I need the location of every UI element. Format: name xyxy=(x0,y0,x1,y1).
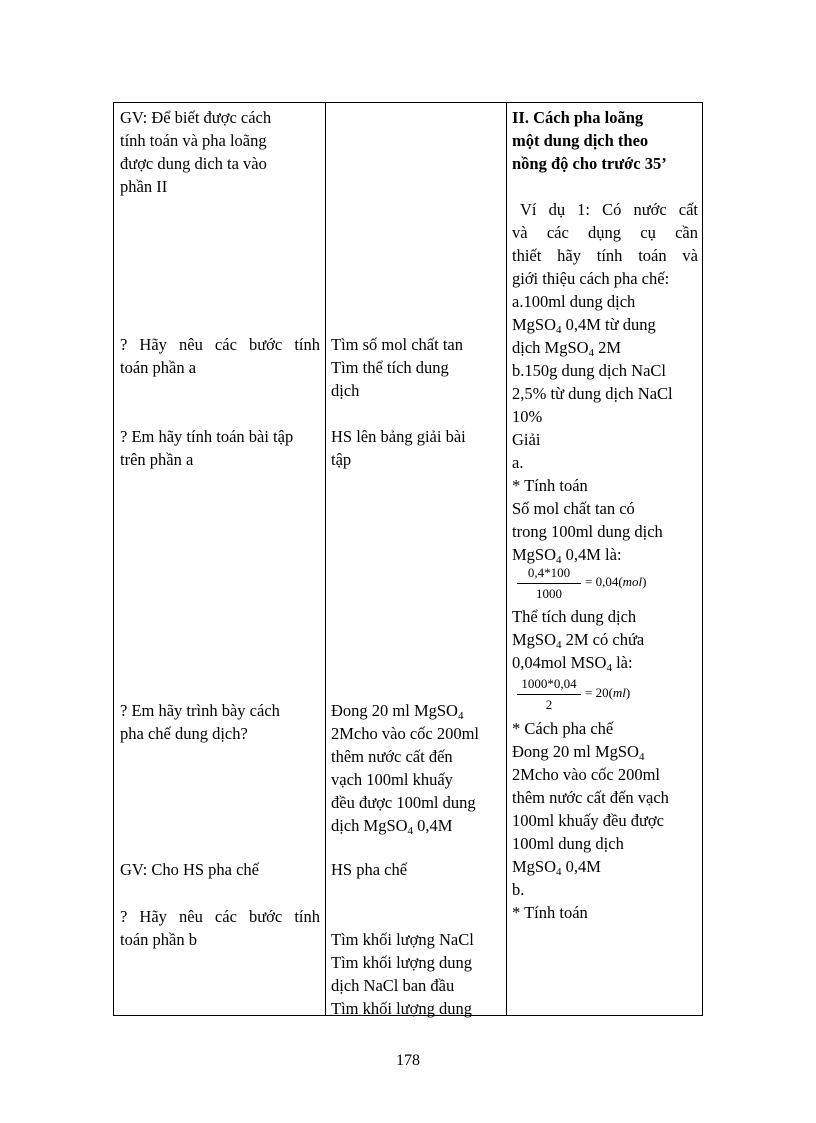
mol-fraction-denominator: 1000 xyxy=(536,586,562,601)
prepare-line-5: đều được 100ml dung xyxy=(331,793,476,812)
column-divider-2 xyxy=(506,103,507,1015)
question-calc-a-line-1: ? Em hãy tính toán bài tập xyxy=(120,427,294,446)
steps-a-line-2: Tìm thể tích dung xyxy=(331,358,449,377)
example-a-line-2: MgSO$_4$ 0,4M từ dung xyxy=(512,315,656,336)
question-prepare-line-2: pha chế dung dịch? xyxy=(120,724,248,743)
steps-b-line-3: dịch NaCl ban đầu xyxy=(331,976,455,995)
question-steps-b-line-2: toán phần b xyxy=(120,930,197,949)
mol-line-3: MgSO$_4$ 0,4M là: xyxy=(512,545,622,566)
mol-line-2: trong 100ml dung dịch xyxy=(512,522,663,541)
volume-line-1: Thể tích dung dịch xyxy=(512,607,637,626)
gv-intro-line-2: tính toán và pha loãng xyxy=(120,131,267,150)
example-b-line-3: 10% xyxy=(512,407,543,426)
gv-intro-line-4: phần II xyxy=(120,177,168,196)
part-b-label: b. xyxy=(512,880,525,899)
gv-intro-line-1: GV: Để biết được cách xyxy=(120,108,272,127)
steps-b-line-2: Tìm khối lượng dung xyxy=(331,953,472,972)
fraction-bar xyxy=(517,583,581,584)
part-a-label: a. xyxy=(512,453,524,472)
prepare-line-2: 2Mcho vào cốc 200ml xyxy=(331,724,480,743)
example-a-line-3: dịch MgSO$_4$ 2M xyxy=(512,338,622,359)
steps-a-line-1: Tìm số mol chất tan xyxy=(331,335,463,354)
section-heading-line-3: nồng độ cho trước 35’ xyxy=(512,154,667,173)
example-b-line-1: b.150g dung dịch NaCl xyxy=(512,361,666,380)
volume-fraction-numerator: 1000*0,04 xyxy=(521,676,577,691)
question-steps-b-line-1: ? Hãy nêu các bước tính xyxy=(120,907,320,926)
prep-line-3: thêm nước cất đến vạch xyxy=(512,788,669,807)
prep-line-2: 2Mcho vào cốc 200ml xyxy=(512,765,661,784)
prepare-line-1: Đong 20 ml MgSO$_4$ xyxy=(331,701,464,722)
prep-line-4: 100ml khuấy đều được xyxy=(512,811,664,830)
example-a-line-1: a.100ml dung dịch xyxy=(512,292,636,311)
column-divider-1 xyxy=(325,103,326,1015)
steps-b-line-4: Tìm khối lượng dung xyxy=(331,999,472,1018)
question-calc-a-line-2: trên phần a xyxy=(120,450,194,469)
prep-line-1: Đong 20 ml MgSO$_4$ xyxy=(512,742,645,763)
prep-line-5: 100ml dung dịch xyxy=(512,834,624,853)
hs-prepare: HS pha chế xyxy=(331,860,408,879)
calc-heading: * Tính toán xyxy=(512,476,588,495)
example-line-2: và các dụng cụ cần xyxy=(512,223,698,242)
question-prepare-line-1: ? Em hãy trình bày cách xyxy=(120,701,280,720)
mol-fraction-numerator: 0,4*100 xyxy=(527,565,571,580)
steps-a-line-3: dịch xyxy=(331,381,360,400)
question-steps-a-line-1: ? Hãy nêu các bước tính xyxy=(120,335,320,354)
volume-line-2: MgSO$_4$ 2M có chứa xyxy=(512,630,645,651)
page-number: 178 xyxy=(396,1052,420,1069)
solve-label: Giải xyxy=(512,430,541,449)
example-line-3: thiết hãy tính toán và xyxy=(512,246,698,265)
fraction-bar xyxy=(517,694,581,695)
volume-fraction-result: = 20(ml) xyxy=(585,685,631,700)
example-line-1: Ví dụ 1: Có nước cất xyxy=(520,200,698,219)
section-heading-line-2: một dung dịch theo xyxy=(512,131,649,150)
section-heading-line-1: II. Cách pha loãng xyxy=(512,108,644,127)
mol-fraction-result: = 0,04(mol) xyxy=(585,574,647,589)
gv-prepare: GV: Cho HS pha chế xyxy=(120,860,260,879)
volume-line-3: 0,04mol $MSO_4$ là: xyxy=(512,653,633,674)
prepare-line-6: dịch MgSO$_4$ 0,4M xyxy=(331,816,453,837)
hs-board-line-1: HS lên bảng giải bài xyxy=(331,427,466,446)
prepare-line-4: vạch 100ml khuấy xyxy=(331,770,453,789)
gv-intro-line-3: được dung dich ta vào xyxy=(120,154,267,173)
example-b-line-2: 2,5% từ dung dịch NaCl xyxy=(512,384,673,403)
question-steps-a-line-2: toán phần a xyxy=(120,358,197,377)
prepare-line-3: thêm nước cất đến xyxy=(331,747,453,766)
example-line-4: giới thiệu cách pha chế: xyxy=(512,269,670,288)
volume-fraction-denominator: 2 xyxy=(545,697,553,712)
lesson-table xyxy=(113,102,703,1016)
mol-line-1: Số mol chất tan có xyxy=(512,499,635,518)
hs-board-line-2: tập xyxy=(331,450,352,469)
steps-b-line-1: Tìm khối lượng NaCl xyxy=(331,930,474,949)
calc-heading-b: * Tính toán xyxy=(512,903,588,922)
prep-heading: * Cách pha chế xyxy=(512,719,614,738)
prep-line-6: MgSO$_4$ 0,4M xyxy=(512,857,601,878)
